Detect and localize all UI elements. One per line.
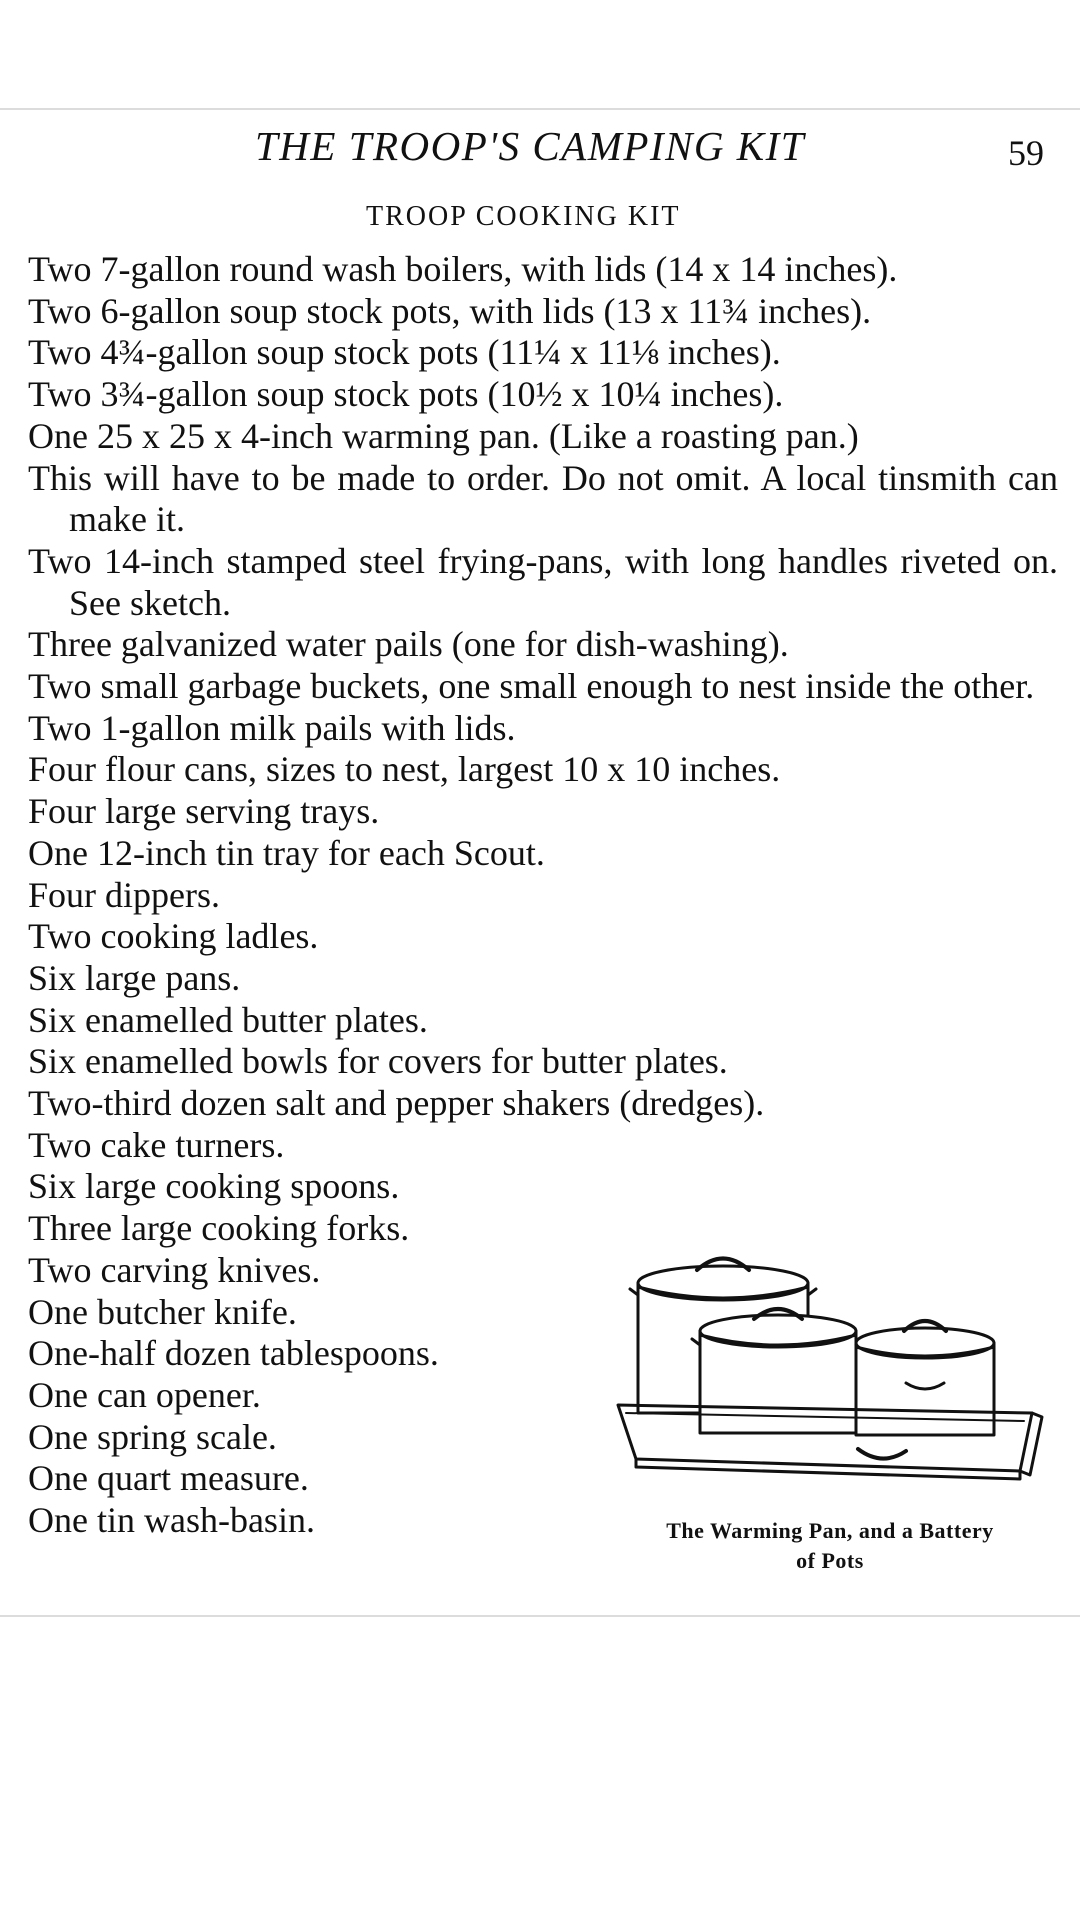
list-item: One quart measure. xyxy=(28,1458,309,1499)
section-title: TROOP COOKING KIT xyxy=(366,201,681,232)
list-item: Six large pans. xyxy=(28,957,241,998)
list-item: One-half dozen tablespoons. xyxy=(28,1333,439,1374)
list-item: Two carving knives. xyxy=(28,1249,321,1290)
list-item: Six enamelled butter plates. xyxy=(28,999,428,1040)
warming-pan-illustration xyxy=(612,1235,1046,1501)
list-item: One butcher knife. xyxy=(28,1291,297,1332)
list-item: Two small garbage buckets, one small enough to nest inside the other. xyxy=(28,666,1035,707)
list-item: Four large serving trays. xyxy=(28,791,380,832)
list-item: Four dippers. xyxy=(28,874,220,915)
list-item: This will have to be made to order. Do not omit. A local tinsmith can make it. xyxy=(28,457,1058,540)
page-number: 59 xyxy=(1008,133,1044,173)
list-item: Two 4¾-gallon soup stock pots (11¼ x 11⅛ inches). xyxy=(28,332,781,373)
list-item: One spring scale. xyxy=(28,1416,277,1457)
caption-line-1: The Warming Pan, and a Battery xyxy=(666,1518,994,1543)
caption-line-2: of Pots xyxy=(796,1548,864,1573)
list-item: One tin wash-basin. xyxy=(28,1500,315,1541)
list-item: Two 6-gallon soup stock pots, with lids (13 x 11¾ inches). xyxy=(28,290,872,331)
list-item: Two 3¾-gallon soup stock pots (10½ x 10¼ inches). xyxy=(28,374,784,415)
list-item: Two 1-gallon milk pails with lids. xyxy=(28,707,516,748)
list-item: Two cake turners. xyxy=(28,1124,285,1165)
list-item: Two-third dozen salt and pepper shakers (dredges). xyxy=(28,1083,765,1124)
list-item: Two 7-gallon round wash boilers, with lids (14 x 14 inches). xyxy=(28,249,898,289)
list-item: Six large cooking spoons. xyxy=(28,1166,400,1207)
top-divider xyxy=(0,108,1080,110)
list-item: Two cooking ladles. xyxy=(28,916,319,957)
list-item: One 12-inch tin tray for each Scout. xyxy=(28,832,545,873)
running-title: THE TROOP'S CAMPING KIT xyxy=(255,123,806,169)
list-item: Three galvanized water pails (one for dish-washing). xyxy=(28,624,789,665)
list-item: One can opener. xyxy=(28,1374,261,1415)
running-header xyxy=(0,118,1080,173)
figure-caption xyxy=(596,1516,1064,1576)
bottom-divider xyxy=(0,1615,1080,1617)
list-item: Four flour cans, sizes to nest, largest 10 x 10 inches. xyxy=(28,749,781,790)
list-item: One 25 x 25 x 4-inch warming pan. (Like a roasting pan.) xyxy=(28,415,859,456)
list-item: Two 14-inch stamped steel frying-pans, with long handles riveted on. See sketch. xyxy=(28,540,1058,623)
list-item: Three large cooking forks. xyxy=(28,1208,410,1249)
list-item: Six enamelled bowls for covers for butter plates. xyxy=(28,1041,728,1082)
